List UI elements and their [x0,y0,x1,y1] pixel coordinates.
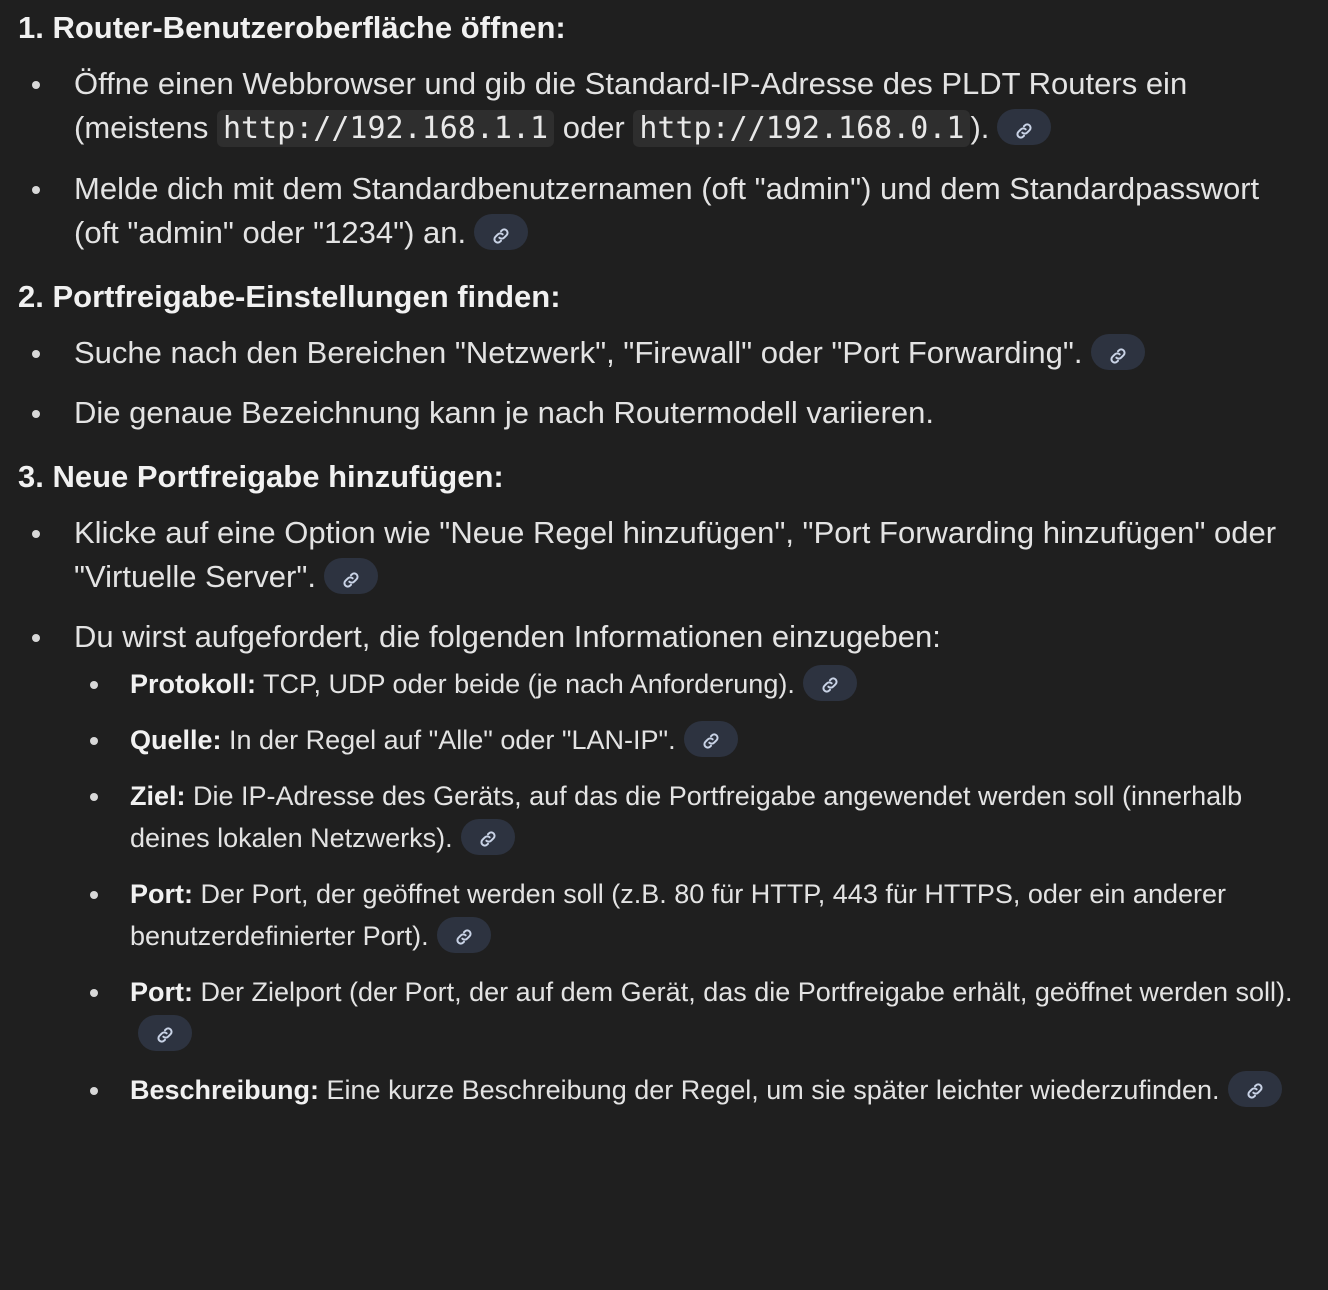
source-link-button[interactable] [997,109,1051,145]
sub-list-item: Port: Der Port, der geöffnet werden soll (z.B. 80 für HTTP, 443 für HTTPS, oder ein anderer benutzerdefinierter Port). [74,873,1310,957]
source-link-button[interactable] [684,721,738,757]
field-label: Port: [130,977,193,1007]
sub-list-item: Protokoll: TCP, UDP oder beide (je nach Anforderung). [74,663,1310,705]
field-label: Beschreibung: [130,1075,320,1105]
field-label: Quelle: [130,725,222,755]
list-item: Du wirst aufgefordert, die folgenden Informationen einzugeben: Protokoll: TCP, UDP oder beide (je nach Anforderung). Quelle: In der Regel auf "Alle" oder "LAN-IP". Ziel: Die IP-Adresse des Geräts, auf das die Portfreigabe angewendet werden soll (innerhalb deines lokalen Netzwerks). Port: Der Port, der geöffnet werden soll (z.B. 80 für HTTP, 443 für HTTPS, oder ein anderer benutzerdefinierter Port). Port: Der Zielport (der Port, der auf dem Gerät, das die Portfreigabe erhält, geöffnet werden soll). Beschreibung: Eine kurze Beschreibung der Regel, um sie später leichter wiederzufinden. [18,615,1310,1111]
source-link-button[interactable] [1228,1071,1282,1107]
link-icon [478,829,498,849]
field-label: Port: [130,879,193,909]
source-link-button[interactable] [437,917,491,953]
sub-list-item: Quelle: In der Regel auf "Alle" oder "LAN-IP". [74,719,1310,761]
source-link-button[interactable] [474,214,528,250]
source-link-button[interactable] [138,1015,192,1051]
section-2 [18,275,1310,435]
field-label: Protokoll: [130,669,256,699]
section-title: 2. Portfreigabe-Einstellungen finden: [18,279,561,314]
source-link-button[interactable] [803,665,857,701]
section-1 [18,6,1310,255]
section-3 [18,455,1310,1111]
source-link-button[interactable] [324,558,378,594]
list-item: Die genaue Bezeichnung kann je nach Routermodell variieren. [18,391,1310,435]
sub-list-item: Port: Der Zielport (der Port, der auf dem Gerät, das die Portfreigabe erhält, geöffnet werden soll). [74,971,1310,1055]
sub-list-item: Beschreibung: Eine kurze Beschreibung der Regel, um sie später leichter wiederzufinden. [74,1069,1310,1111]
link-icon [454,927,474,947]
bullet-list [18,62,1310,255]
link-icon [341,570,361,590]
bullet-list [18,511,1310,1111]
link-icon [1245,1081,1265,1101]
list-item: Öffne einen Webbrowser und gib die Standard-IP-Adresse des PLDT Routers ein (meistens http://192.168.1.1 oder http://192.168.0.1 ). [18,62,1310,151]
field-label: Ziel: [130,781,186,811]
ip-address-code: http://192.168.0.1 [633,110,970,147]
list-item: Klicke auf eine Option wie "Neue Regel hinzufügen", "Port Forwarding hinzufügen" oder "Virtuelle Server". [18,511,1310,599]
source-link-button[interactable] [1091,334,1145,370]
bullet-list [18,331,1310,435]
section-title: 3. Neue Portfreigabe hinzufügen: [18,459,504,494]
section-title: 1. Router-Benutzeroberfläche öffnen: [18,10,566,45]
link-icon [1108,346,1128,366]
link-icon [155,1025,175,1045]
ip-address-code: http://192.168.1.1 [217,110,554,147]
sub-list-item: Ziel: Die IP-Adresse des Geräts, auf das die Portfreigabe angewendet werden soll (innerhalb deines lokalen Netzwerks). [74,775,1310,859]
link-icon [820,675,840,695]
link-icon [701,731,721,751]
link-icon [491,226,511,246]
list-item: Suche nach den Bereichen "Netzwerk", "Firewall" oder "Port Forwarding". [18,331,1310,375]
list-item: Melde dich mit dem Standardbenutzernamen (oft "admin") und dem Standardpasswort (oft "admin" oder "1234") an. [18,167,1310,255]
source-link-button[interactable] [461,819,515,855]
link-icon [1014,121,1034,141]
sub-bullet-list [74,663,1310,1111]
